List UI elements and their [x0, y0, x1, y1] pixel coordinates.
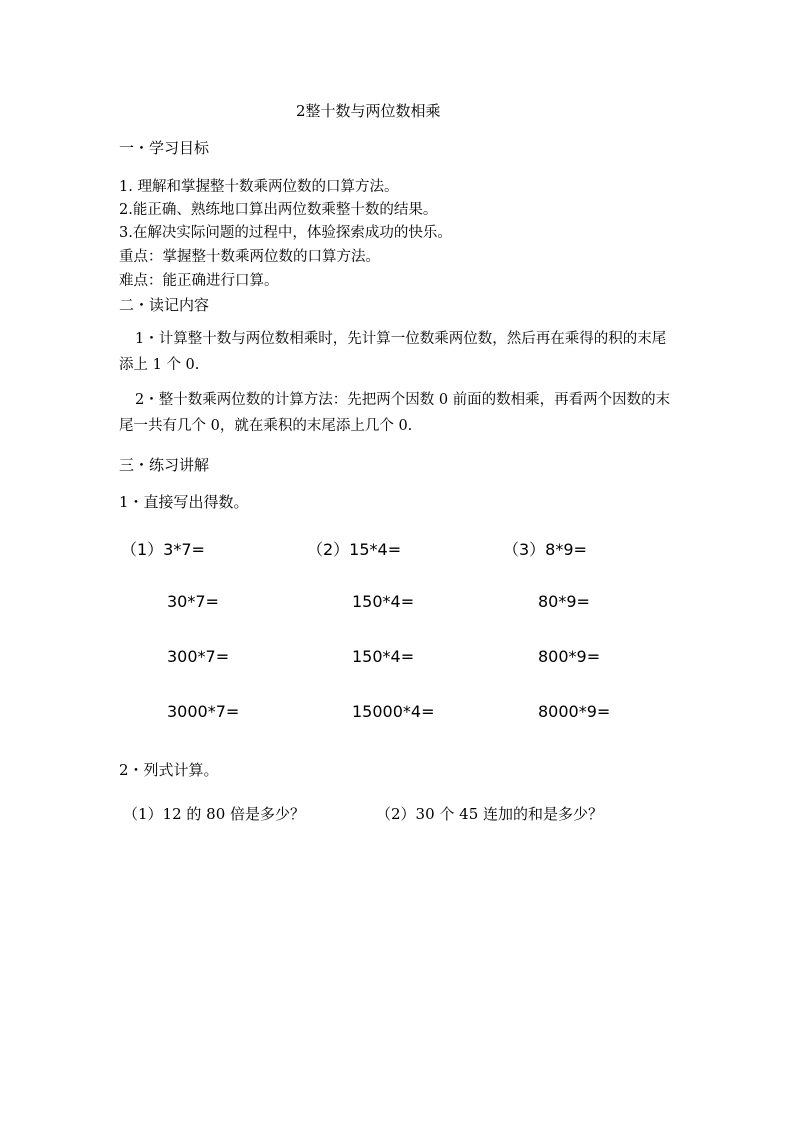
calc-item: 15000*4= [352, 702, 435, 721]
question-2-label: 2・列式计算。 [119, 761, 219, 779]
question-2-item: （2）30 个 45 连加的和是多少？ [376, 805, 604, 823]
calc-item: 3000*7= [167, 702, 240, 721]
calc-item: （3）8*9= [503, 540, 587, 559]
content-paragraph: 1・计算整十数与两位数相乘时，先计算一位数乘两位数，然后再在乘得的积的末尾添上 1 个 0. [119, 331, 667, 373]
calc-item: 150*4= [352, 647, 415, 666]
calc-item: 800*9= [538, 647, 601, 666]
goal-item: 2.能正确、熟练地口算出两位数乘整十数的结果。 [119, 202, 438, 218]
goal-item: 3.在解决实际问题的过程中，体验探索成功的快乐。 [119, 225, 452, 241]
section-heading-goals: 一・学习目标 [119, 139, 210, 157]
calc-item: 80*9= [538, 592, 590, 611]
content-paragraph: 2・整十数乘两位数的计算方法：先把两个因数 0 前面的数相乘，再看两个因数的末尾一共有几个 0，就在乘积的末尾添上几个 0. [119, 392, 671, 434]
calc-item: 150*4= [352, 592, 415, 611]
calc-item: （1）3*7= [121, 540, 205, 559]
question-1-label: 1・直接写出得数。 [119, 493, 249, 511]
goal-item: 1. 理解和掌握整十数乘两位数的口算方法。 [119, 179, 399, 195]
question-2-item: （1）12 的 80 倍是多少？ [123, 805, 306, 823]
difficulty-point: 难点：能正确进行口算。 [119, 273, 279, 289]
section-heading-content: 二・读记内容 [119, 296, 210, 314]
calc-item: 300*7= [167, 647, 230, 666]
section-heading-practice: 三・练习讲解 [119, 456, 210, 474]
calc-item: （2）15*4= [307, 540, 402, 559]
calc-item: 8000*9= [538, 702, 611, 721]
calc-item: 30*7= [167, 592, 219, 611]
page-title: 2整十数与两位数相乘 [296, 102, 441, 120]
key-point: 重点：掌握整十数乘两位数的口算方法。 [119, 249, 380, 265]
